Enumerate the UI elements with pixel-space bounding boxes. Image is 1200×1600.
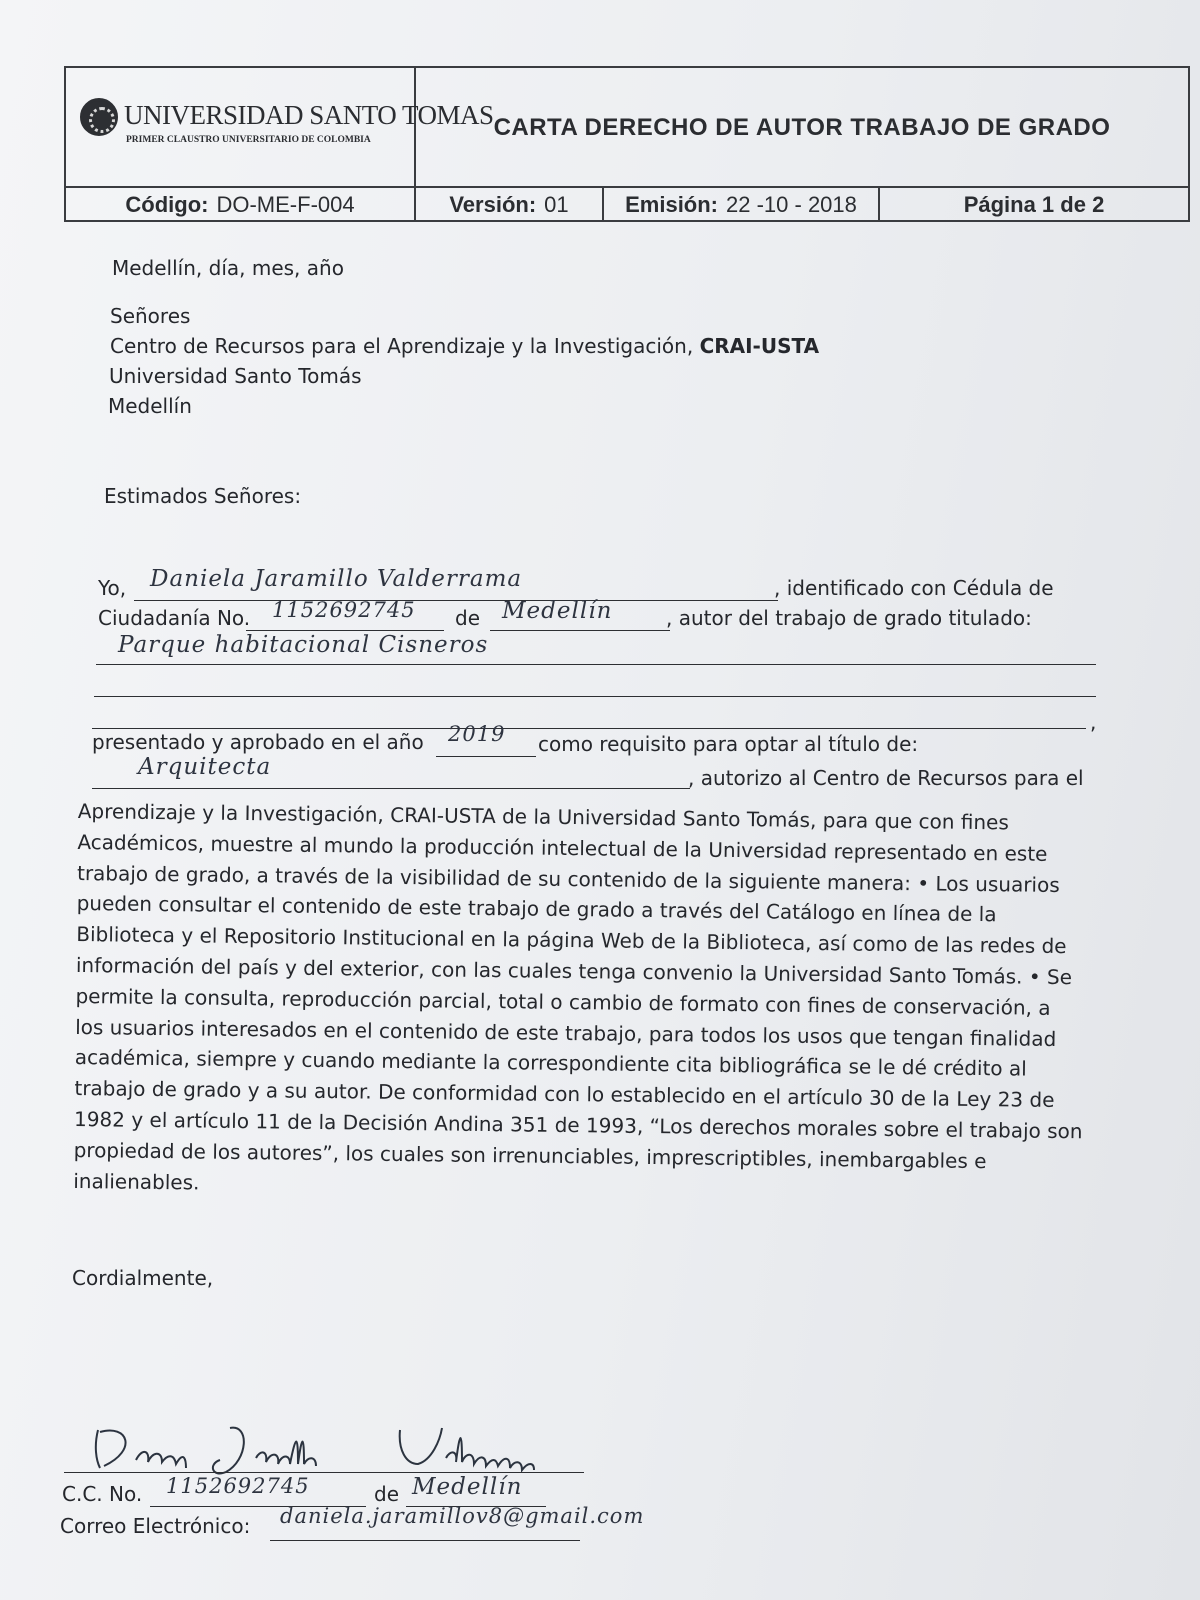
author-text: , autor del trabajo de grado titulado:	[666, 606, 1032, 630]
place-date: Medellín, día, mes, año	[112, 256, 344, 280]
presented-text: presentado y aprobado en el año	[92, 730, 424, 754]
paragraph-line: trabajo de grado y a su autor. De conformidad con lo establecido en el artículo 30 de la Ley 23 de	[74, 1076, 1055, 1113]
recipient-line-1	[110, 334, 819, 358]
greeting: Estimados Señores:	[104, 484, 302, 508]
name-handwritten: Daniela Jaramillo Valderrama	[150, 566, 523, 592]
signature-de-label: de	[374, 1482, 399, 1506]
paragraph-line: propiedad de los autores”, los cuales son irrenunciables, imprescriptibles, inembargables e	[73, 1137, 987, 1173]
authorization-paragraph	[73, 796, 1118, 1209]
handwritten-signature	[80, 1420, 620, 1480]
de-label: de	[455, 606, 480, 630]
name-underline	[134, 600, 778, 601]
title-cell	[416, 68, 1188, 188]
university-seal-icon	[80, 98, 118, 136]
requirement-text: como requisito para optar al título de:	[538, 732, 919, 756]
document-title: CARTA DERECHO DE AUTOR TRABAJO DE GRADO	[493, 114, 1111, 141]
paragraph-line: académica, siempre y cuando mediante la correspondiente cita bibliográfica se le dé crédito al	[74, 1045, 1027, 1081]
cedula-label: Ciudadanía No.	[98, 606, 251, 630]
recipient-line-2: Universidad Santo Tomás	[109, 364, 362, 388]
paragraph-line: información del país y del exterior, con las cuales tenga convenio la Universidad Santo Tomás. • Se	[75, 952, 1073, 990]
thesis-comma: ,	[1090, 710, 1097, 734]
page-label: Página 1 de 2	[963, 192, 1105, 217]
recipient-line-3: Medellín	[108, 394, 192, 418]
degree-handwritten: Arquitecta	[138, 754, 272, 780]
page-cell	[880, 188, 1188, 222]
document-header-table	[64, 66, 1190, 222]
paragraph-line: pueden consultar el contenido de este trabajo de grado a través del Catálogo en línea de la	[76, 891, 997, 927]
email-label: Correo Electrónico:	[60, 1514, 251, 1538]
code-label: Código:	[125, 192, 209, 217]
university-subtitle: PRIMER CLAUSTRO UNIVERSITARIO DE COLOMBIA	[126, 135, 371, 145]
cedula-underline	[246, 630, 444, 631]
city-underline	[490, 630, 670, 631]
cc-label: C.C. No.	[62, 1482, 143, 1506]
recipient-salutation: Señores	[110, 304, 191, 328]
degree-underline	[92, 788, 690, 789]
header-info-row	[66, 188, 1188, 222]
paragraph-line: Aprendizaje y la Investigación, CRAI-USTA de la Universidad Santo Tomás, para que con fines	[77, 798, 1009, 835]
email-underline	[270, 1540, 580, 1541]
paragraph-line: Biblioteca y el Repositorio Institucional en la página Web de la Biblioteca, así como de las redes de	[76, 922, 1067, 959]
closing: Cordialmente,	[72, 1266, 214, 1290]
code-cell	[66, 188, 416, 222]
thesis-underline-3	[92, 728, 1086, 729]
issue-value: 22 -10 - 2018	[726, 192, 857, 217]
identified-text: , identificado con Cédula de	[774, 576, 1054, 600]
logo-cell	[66, 68, 494, 188]
email-handwritten: daniela.jaramillov8@gmail.com	[280, 1504, 645, 1528]
thesis-title-handwritten: Parque habitacional Cisneros	[118, 632, 489, 658]
version-cell	[416, 188, 604, 222]
cc-handwritten: 1152692745	[166, 1474, 310, 1498]
issue-cell	[604, 188, 880, 222]
version-value: 01	[544, 192, 569, 217]
header-top-row	[66, 68, 1188, 188]
year-underline	[436, 756, 536, 757]
university-name: UNIVERSIDAD SANTO TOMAS	[124, 100, 494, 130]
city-handwritten: Medellín	[502, 598, 613, 624]
signature-underline	[64, 1472, 584, 1473]
version-label: Versión:	[449, 192, 537, 217]
paragraph-line: inalienables.	[73, 1168, 200, 1195]
thesis-underline-1	[96, 664, 1096, 665]
paragraph-line: trabajo de grado, a través de la visibilidad de su contenido de la siguiente manera: • Los usuarios	[76, 860, 1060, 897]
cedula-handwritten: 1152692745	[272, 598, 416, 622]
authorize-text: , autorizo al Centro de Recursos para el	[688, 766, 1084, 790]
thesis-underline-2	[94, 696, 1096, 697]
paragraph-line: Académicos, muestre al mundo la producción intelectual de la Universidad representado en este	[77, 829, 1048, 866]
paragraph-line: permite la consulta, reproducción parcial, total o cambio de formato con fines de conservación, a	[75, 983, 1051, 1020]
code-value: DO-ME-F-004	[216, 192, 355, 217]
yo-label: Yo,	[98, 576, 127, 600]
issue-label: Emisión:	[625, 192, 719, 217]
signature-city-handwritten: Medellín	[412, 1474, 523, 1500]
year-handwritten: 2019	[448, 722, 506, 746]
paragraph-line: 1982 y el artículo 11 de la Decisión Andina 351 de 1993, “Los derechos morales sobre el trabajo son	[73, 1106, 1083, 1144]
recipient-line-1-prefix: Centro de Recursos para el Aprendizaje y la Investigación,	[110, 334, 694, 358]
recipient-line-1-bold: CRAI-USTA	[699, 334, 820, 358]
paragraph-line: los usuarios interesados en el contenido de este trabajo, para todos los usos que tengan finalidad	[75, 1014, 1057, 1051]
